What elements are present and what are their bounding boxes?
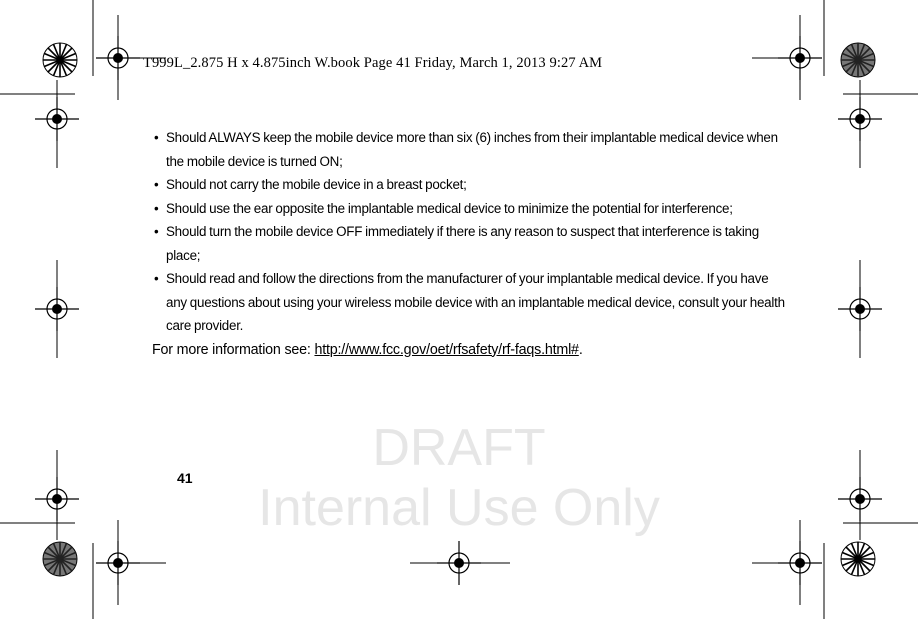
list-item	[152, 126, 792, 173]
more-info-line	[152, 339, 792, 361]
list-item-text: Should read and follow the directions from the manufacturer of your implantable medical device. If you have any questions about using your wireless mobile device with an implantable medical device, consult your health care provider.	[166, 271, 785, 333]
watermark-internal-use: Internal Use Only	[258, 479, 660, 537]
list-item-text: Should not carry the mobile device in a breast pocket;	[166, 177, 467, 192]
bullet-icon: •	[154, 177, 159, 192]
list-item	[152, 197, 792, 221]
bullet-icon: •	[154, 271, 159, 286]
bullet-icon: •	[154, 200, 159, 216]
more-info-suffix: .	[578, 341, 583, 358]
list-item	[152, 220, 792, 267]
list-item	[152, 173, 792, 197]
precautions-list	[152, 126, 792, 338]
list-item	[152, 267, 792, 338]
list-item-text: Should turn the mobile device OFF immediately if there is any reason to suspect that interference is taking place;	[166, 224, 759, 263]
list-item-text: Should use the ear opposite the implantable medical device to minimize the potential for interference;	[166, 200, 733, 216]
page-number: 41	[177, 470, 193, 486]
book-info-header: T999L_2.875 H x 4.875inch W.book Page 41 Friday, March 1, 2013 9:27 AM	[143, 55, 603, 71]
fcc-faq-link[interactable]: http://www.fcc.gov/oet/rfsafety/rf-faqs.html#	[314, 341, 579, 358]
watermark-draft: DRAFT	[372, 419, 546, 477]
page-content	[152, 126, 792, 361]
list-item-text: Should ALWAYS keep the mobile device more than six (6) inches from their implantable medical device when the mobile device is turned ON;	[166, 130, 778, 169]
bullet-icon: •	[154, 224, 159, 239]
more-info-prefix: For more information see:	[152, 341, 315, 358]
bullet-icon: •	[154, 130, 159, 145]
